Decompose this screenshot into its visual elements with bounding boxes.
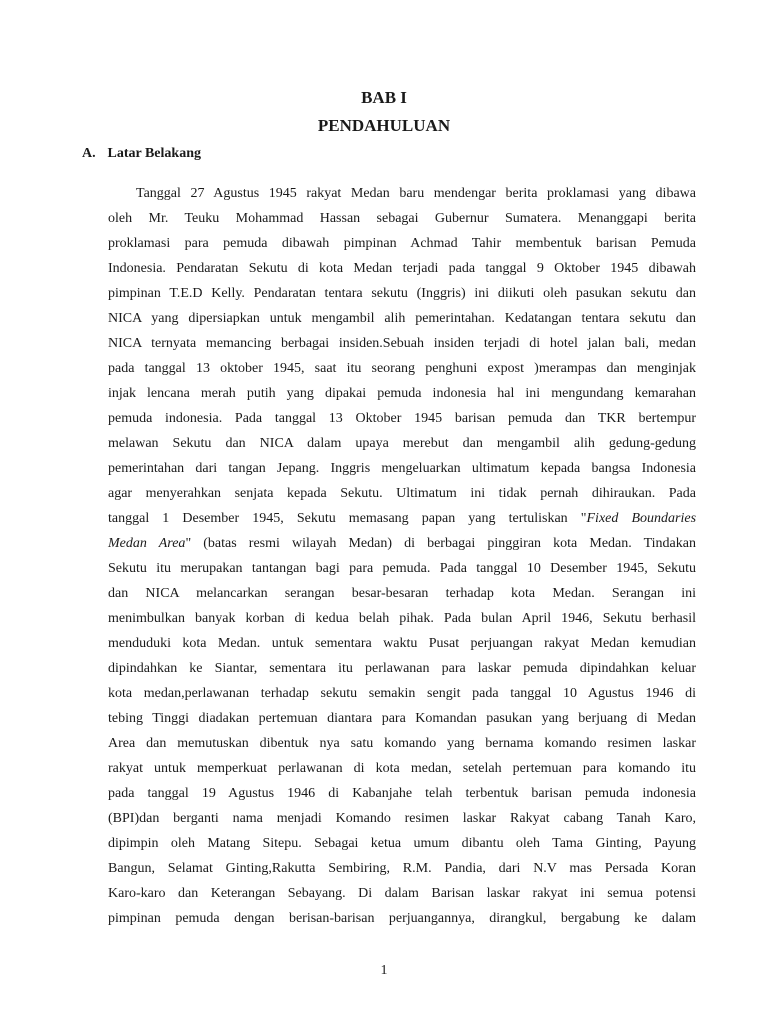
text-line: NICA yang dipersiapkan untuk mengambil alih pemerintahan. Kedatangan tentara sekutu dan (108, 311, 696, 326)
text-line: Tanggal 27 Agustus 1945 rakyat Medan baru mendengar berita proklamasi yang dibawa (136, 186, 696, 201)
text-line (108, 531, 696, 556)
section-number: A. (82, 146, 96, 161)
text-run: " (batas resmi wilayah Medan) di berbagai pinggiran kota Medan. Tindakan (185, 536, 696, 551)
chapter-title: PENDAHULUAN (317, 116, 451, 135)
text-line: pemuda indonesia. Pada tanggal 13 Oktober 1945 barisan pemuda dan TKR bertempur (108, 411, 696, 426)
text-run: tanggal 1 Desember 1945, Sekutu memasang papan yang tertuliskan " (108, 511, 587, 526)
text-line: (BPI)dan berganti nama menjadi Komando resimen laskar Rakyat cabang Tanah Karo, (108, 811, 696, 826)
italic-run: Fixed Boundaries (586, 511, 697, 526)
text-line: kota medan,perlawanan terhadap sekutu semakin sengit pada tanggal 10 Agustus 1946 di (108, 686, 696, 701)
section-title: Latar Belakang (107, 146, 201, 161)
chapter-heading: BAB I (361, 88, 407, 107)
text-line: Indonesia. Pendaratan Sekutu di kota Medan terjadi pada tanggal 9 Oktober 1945 dibawah (108, 261, 696, 276)
text-line: dipimpin oleh Matang Sitepu. Sebagai ketua umum dibantu oleh Tama Ginting, Payung (108, 836, 696, 851)
text-line: agar menyerahkan senjata kepada Sekutu. Ultimatum ini tidak pernah dihiraukan. Pada (108, 486, 696, 501)
text-line: Karo-karo dan Keterangan Sebayang. Di dalam Barisan laskar rakyat ini semua potensi (108, 886, 696, 901)
text-line: Sekutu itu merupakan tantangan bagi para pemuda. Pada tanggal 10 Desember 1945, Sekutu (108, 561, 696, 576)
text-line (108, 506, 696, 531)
text-line: menimbulkan banyak korban di kedua belah pihak. Pada bulan April 1946, Sekutu berhasil (108, 611, 696, 626)
page-number: 1 (380, 963, 388, 978)
text-line: oleh Mr. Teuku Mohammad Hassan sebagai Gubernur Sumatera. Menanggapi berita (108, 211, 696, 226)
text-line: pimpinan pemuda dengan berisan-barisan perjuangannya, dirangkul, bergabung ke dalam (108, 911, 696, 926)
text-line: pemerintahan dari tangan Jepang. Inggris mengeluarkan ultimatum kepada bangsa Indonesia (108, 461, 696, 476)
text-line: rakyat untuk memperkuat perlawanan di kota medan, setelah pertemuan para komando itu (108, 761, 696, 776)
text-line: Area dan memutuskan dibentuk nya satu komando yang bernama komando resimen laskar (108, 736, 696, 751)
body-paragraph (108, 181, 696, 931)
text-line: Bangun, Selamat Ginting,Rakutta Sembiring, R.M. Pandia, dari N.V mas Persada Koran (108, 861, 696, 876)
text-line: injak lencana merah putih yang dipakai pemuda indonesia hal ini mengundang kemarahan (108, 386, 696, 401)
text-line: dipindahkan ke Siantar, sementara itu perlawanan para laskar pemuda dipindahkan keluar (108, 661, 696, 676)
text-line: tebing Tinggi diadakan pertemuan diantara para Komandan pasukan yang berjuang di Medan (108, 711, 696, 726)
text-line: dan NICA melancarkan serangan besar-besaran terhadap kota Medan. Serangan ini (108, 586, 696, 601)
italic-run: Medan Area (108, 536, 186, 551)
section-heading (82, 146, 201, 162)
text-line: proklamasi para pemuda dibawah pimpinan Achmad Tahir membentuk barisan Pemuda (108, 236, 696, 251)
text-line: melawan Sekutu dan NICA dalam upaya merebut dan mengambil alih gedung-gedung (108, 436, 696, 451)
text-line: pada tanggal 19 Agustus 1946 di Kabanjahe telah terbentuk barisan pemuda indonesia (108, 786, 696, 801)
text-line: menduduki kota Medan. untuk sementara waktu Pusat perjuangan rakyat Medan kemudian (108, 636, 696, 651)
text-line: pada tanggal 13 oktober 1945, saat itu seorang penghuni expost )merampas dan menginjak (108, 361, 696, 376)
text-line: NICA ternyata memancing berbagai insiden.Sebuah insiden terjadi di hotel jalan bali, medan (108, 336, 696, 351)
text-line: pimpinan T.E.D Kelly. Pendaratan tentara sekutu (Inggris) ini diikuti oleh pasukan sekutu dan (108, 286, 696, 301)
